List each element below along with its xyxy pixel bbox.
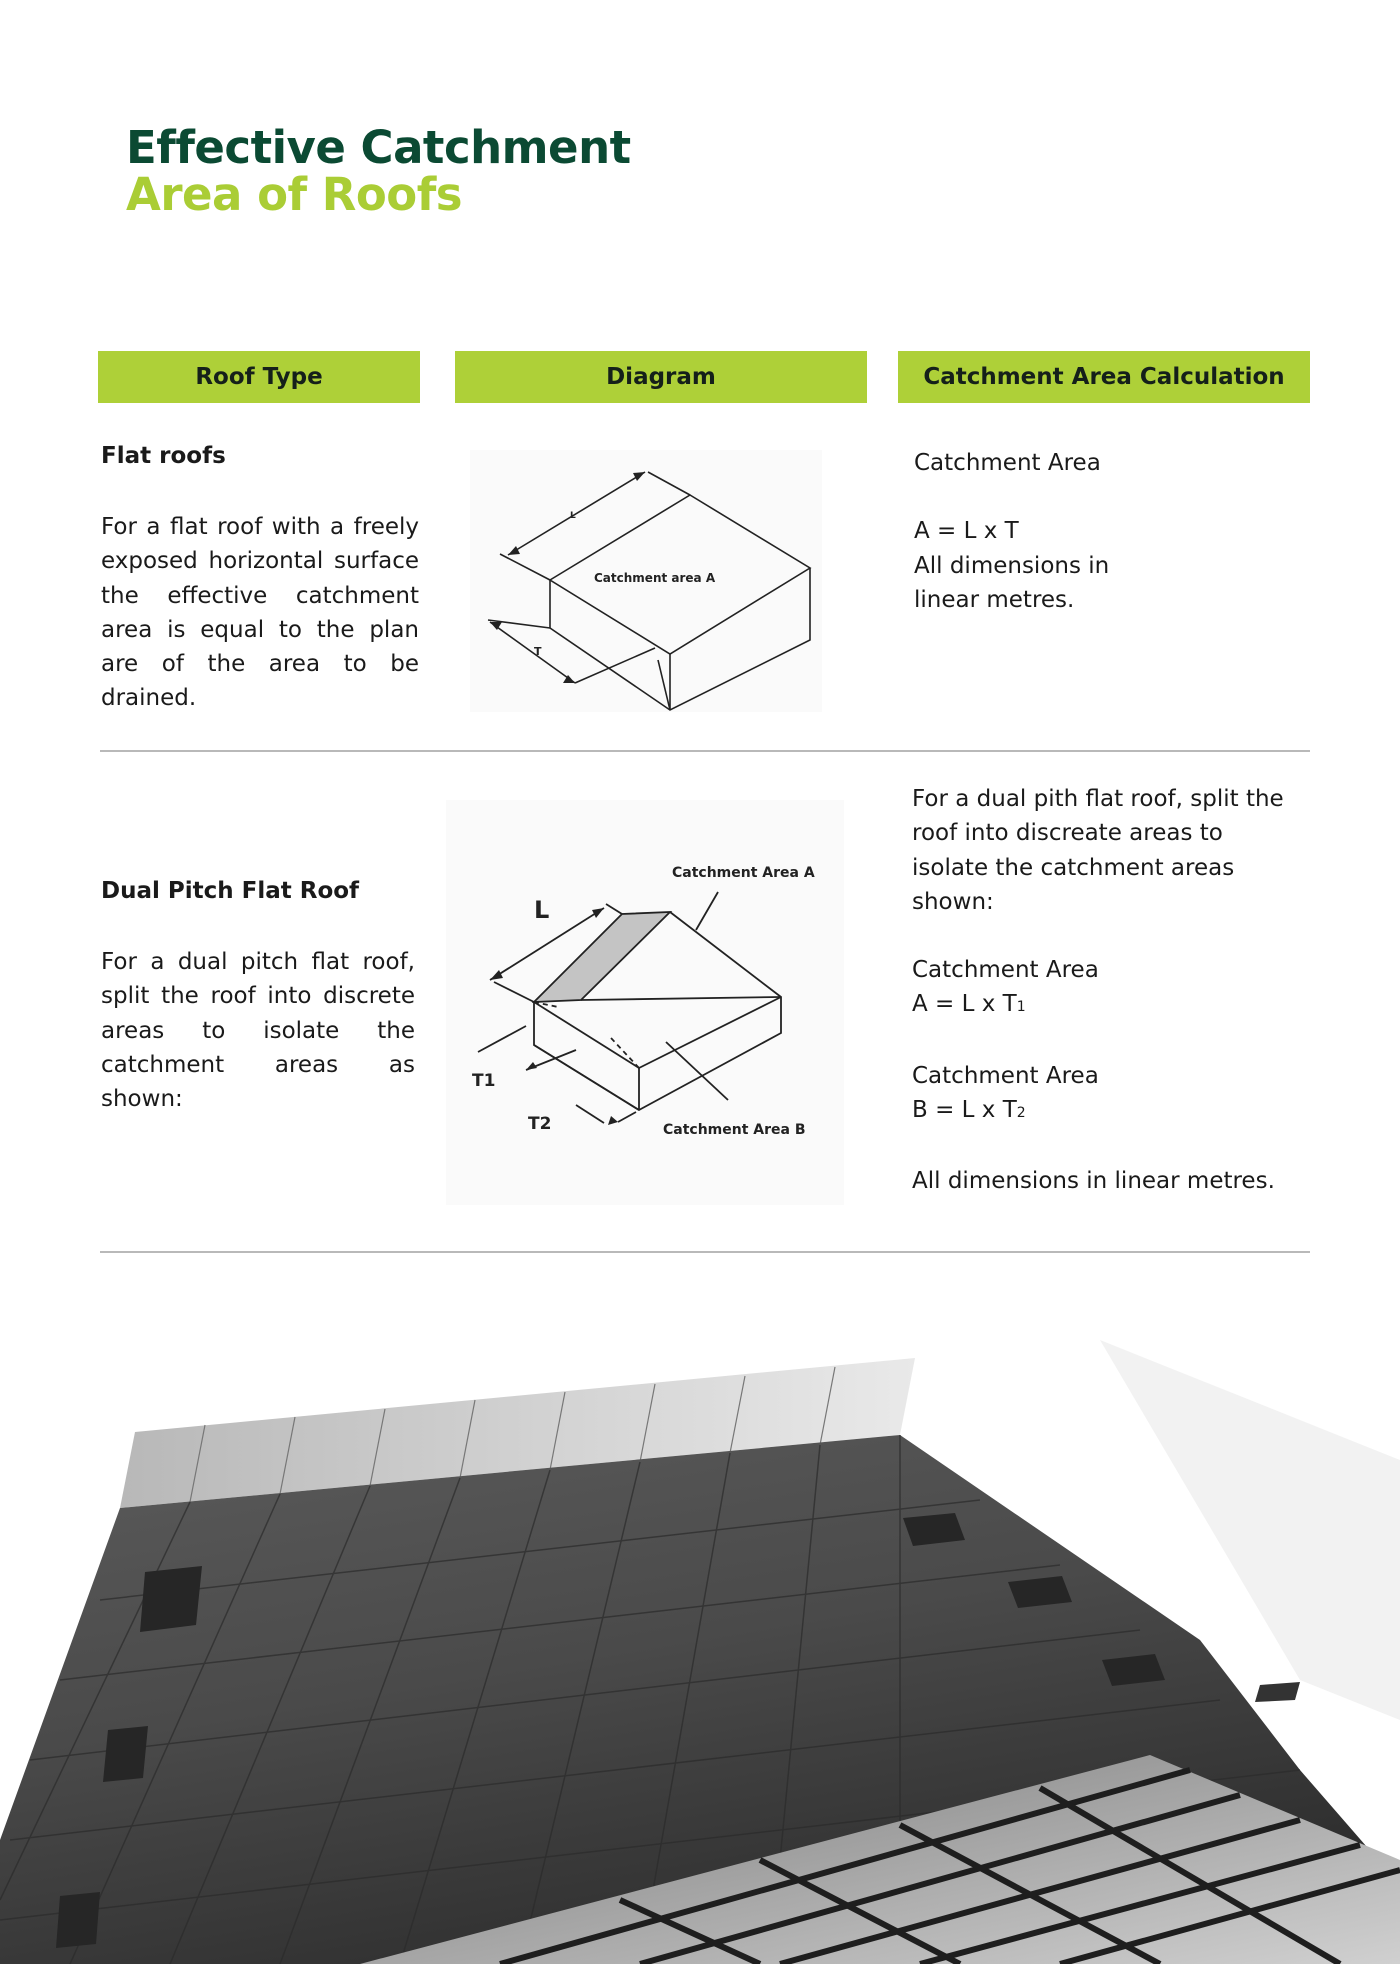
header-calculation: Catchment Area Calculation: [898, 351, 1310, 403]
diagram-label-l: L: [570, 511, 576, 521]
calc-note-1: All dimensions in: [914, 552, 1110, 579]
diagram-label-t1: T1: [472, 1071, 496, 1091]
row-divider-2: [100, 1251, 1310, 1253]
diagram-label-area-a: Catchment area A: [594, 571, 716, 585]
calc-a-formula: [912, 987, 1292, 1024]
calc-note-2: linear metres.: [914, 586, 1075, 613]
title-line-2: Area of Roofs: [126, 168, 463, 221]
page-title: [126, 121, 631, 221]
flat-roof-description: For a flat roof with a freely exposed horizontal surface the effective catchment area is equal to the plan are of the area to be drained.: [101, 514, 419, 712]
calc-formula: A = L x T: [914, 518, 1019, 545]
calc-a-formula-text: A = L x T: [912, 991, 1017, 1018]
header-roof-type: Roof Type: [98, 351, 420, 403]
calc-a-subscript: 1: [1016, 999, 1026, 1016]
diagram-label-t: T: [534, 645, 542, 658]
roof-photo: [0, 1340, 1400, 1964]
header-diagram: Diagram: [455, 351, 867, 403]
calc-label: Catchment Area: [914, 450, 1101, 476]
diagram-label-t2: T2: [528, 1114, 552, 1134]
dual-pitch-title: Dual Pitch Flat Roof: [101, 878, 360, 904]
calc-b-note: All dimensions in linear metres.: [912, 1168, 1275, 1195]
calc-b-formula: [912, 1093, 1292, 1130]
flat-roof-title: Flat roofs: [101, 443, 226, 469]
flat-roof-calculation: [914, 446, 1109, 617]
calc-b-label: Catchment Area: [912, 1062, 1099, 1089]
calc-b-formula-text: B = L x T: [912, 1097, 1017, 1124]
dual-pitch-diagram: [446, 800, 844, 1205]
diagram-label-area-b: Catchment Area B: [663, 1122, 806, 1138]
calc-a-label: Catchment Area: [912, 957, 1099, 984]
flat-roof-diagram: [470, 450, 822, 712]
calc-intro: For a dual pith flat roof, split the roof into discreate areas to isolate the catchment areas shown:: [912, 786, 1284, 915]
dual-pitch-description: For a dual pitch flat roof, split the roof into discrete areas to isolate the catchment areas as shown:: [101, 949, 415, 1113]
title-line-1: Effective Catchment: [126, 121, 631, 174]
dual-pitch-calculation: [912, 782, 1292, 1199]
calc-b-subscript: 2: [1016, 1105, 1026, 1122]
diagram-label-l2: L: [534, 896, 550, 924]
row-divider-1: [100, 750, 1310, 752]
diagram-label-area-a2: Catchment Area A: [672, 865, 815, 881]
